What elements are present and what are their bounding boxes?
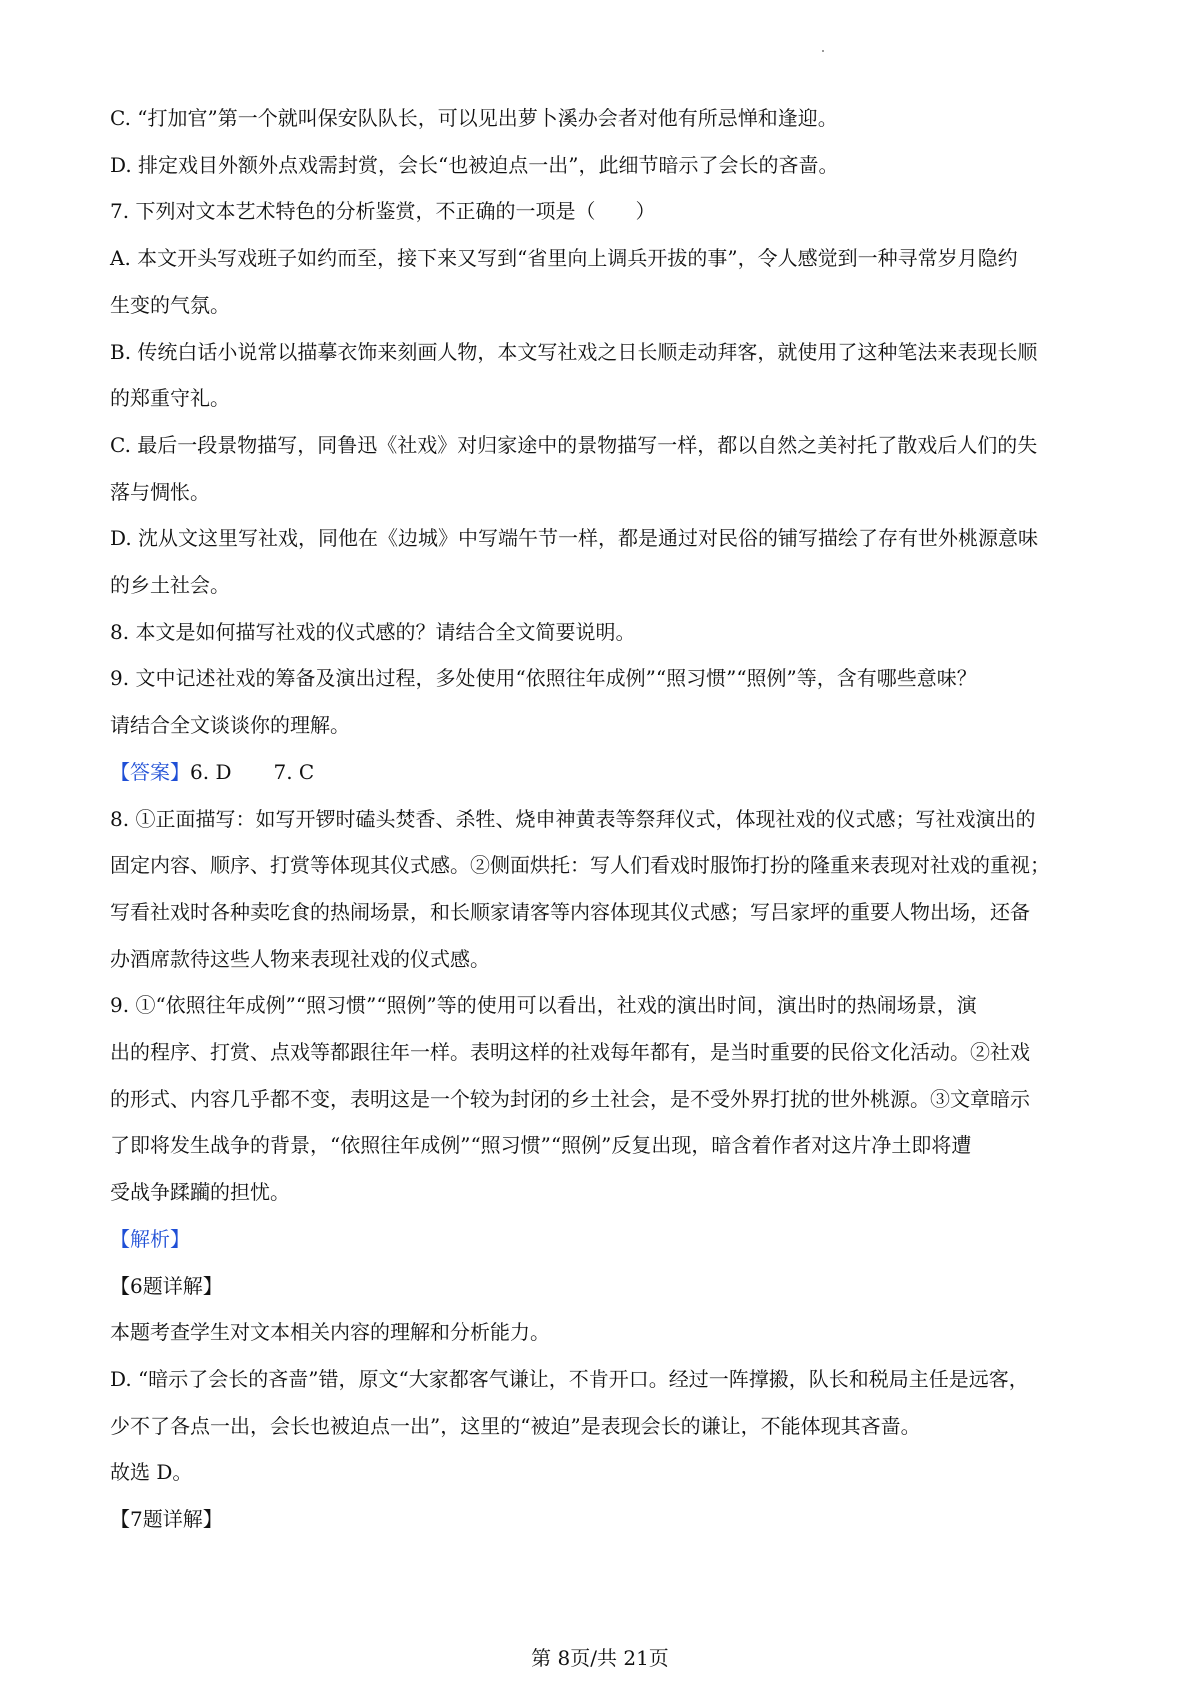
analysis-label: 【解析】 xyxy=(110,1226,190,1251)
answer-8-line-3: 写看社戏时各种卖吃食的热闹场景，和长顺家请客等内容体现其仪式感；写吕家坪的重要人物出场，还备 xyxy=(110,899,1030,924)
question-8: 8. 本文是如何描写社戏的仪式感的？请结合全文简要说明。 xyxy=(110,619,636,644)
option-7d-line-1: D. 沈从文这里写社戏，同他在《边城》中写端午节一样，都是通过对民俗的铺写描绘了存有世外桃源意味 xyxy=(110,526,1039,551)
option-6c: C. “打加官”第一个就叫保安队队长，可以见出萝卜溪办会者对他有所忌惮和逢迎。 xyxy=(110,106,838,130)
q6-detail-d-line-2: 少不了各点一出，会长也被迫点一出”，这里的“被迫”是表现会长的谦让，不能体现其吝啬。 xyxy=(110,1413,921,1438)
answer-8-line-4: 办酒席款待这些人物来表现社戏的仪式感。 xyxy=(110,946,490,971)
answer-9-line-2: 出的程序、打赏、点戏等都跟往年一样。表明这样的社戏每年都有，是当时重要的民俗文化活动。②社戏 xyxy=(110,1040,1030,1065)
answer-9-line-1: 9. ①“依照往年成例”“照习惯”“照例”等的使用可以看出，社戏的演出时间，演出时的热闹场景，演 xyxy=(110,993,977,1018)
question-7-stem: 7. 下列对文本艺术特色的分析鉴赏，不正确的一项是（ ） xyxy=(110,199,656,224)
answer-label: 【答案】 xyxy=(110,759,190,784)
answer-9-line-3: 的形式、内容几乎都不变，表明这是一个较为封闭的乡土社会，是不受外界打扰的世外桃源。③文章暗示 xyxy=(110,1086,1030,1111)
answer-row xyxy=(110,749,1100,796)
option-7b-line-1: B. 传统白话小说常以描摹衣饰来刻画人物，本文写社戏之日长顺走动拜客，就使用了这种笔法来表现长顺 xyxy=(110,339,1038,364)
q6-detail-heading: 【6题详解】 xyxy=(110,1273,223,1298)
option-7b-line-2: 的郑重守礼。 xyxy=(110,386,230,411)
question-9-line-2: 请结合全文谈谈你的理解。 xyxy=(110,713,350,738)
answer-q6: 6. D xyxy=(190,759,232,784)
page-content xyxy=(110,95,1100,1543)
option-7c-line-1: C. 最后一段景物描写，同鲁迅《社戏》对归家途中的景物描写一样，都以自然之美衬托了散戏后人们的失 xyxy=(110,432,1038,457)
answer-9-line-5: 受战争蹂躏的担忧。 xyxy=(110,1180,290,1205)
scan-dot-mark xyxy=(822,50,824,52)
q6-detail-choice: 故选 D。 xyxy=(110,1460,193,1485)
q6-detail-intro: 本题考查学生对文本相关内容的理解和分析能力。 xyxy=(110,1320,550,1345)
answer-q7: 7. C xyxy=(273,759,315,784)
answer-8-line-2: 固定内容、顺序、打赏等体现其仪式感。②侧面烘托：写人们看戏时服饰打扮的隆重来表现对社戏的重视； xyxy=(110,853,1050,878)
option-7a-line-2: 生变的气氛。 xyxy=(110,292,230,317)
q6-detail-d-line-1: D. “暗示了会长的吝啬”错，原文“大家都客气谦让，不肯开口。经过一阵撑摋，队长和税局主任是远客， xyxy=(110,1366,1029,1391)
question-9-line-1: 9. 文中记述社戏的筹备及演出过程，多处使用“依照往年成例”“照习惯”“照例”等，含有哪些意味？ xyxy=(110,666,977,691)
q7-detail-heading: 【7题详解】 xyxy=(110,1507,223,1532)
option-7d-line-2: 的乡土社会。 xyxy=(110,573,230,598)
answer-9-line-4: 了即将发生战争的背景，“依照往年成例”“照习惯”“照例”反复出现，暗含着作者对这片净土即将遭 xyxy=(110,1133,972,1158)
option-7a-line-1: A. 本文开头写戏班子如约而至，接下来又写到“省里向上调兵开拔的事”，令人感觉到一种寻常岁月隐约 xyxy=(110,246,1018,271)
option-6d: D. 排定戏目外额外点戏需封赏，会长“也被迫点一出”，此细节暗示了会长的吝啬。 xyxy=(110,152,839,177)
option-7c-line-2: 落与惆怅。 xyxy=(110,479,210,504)
answer-8-line-1: 8. ①正面描写：如写开锣时磕头焚香、杀牲、烧申神黄表等祭拜仪式，体现社戏的仪式感；写社戏演出的 xyxy=(110,806,1036,831)
page-footer: 第 8页/共 21页 xyxy=(531,1646,669,1670)
